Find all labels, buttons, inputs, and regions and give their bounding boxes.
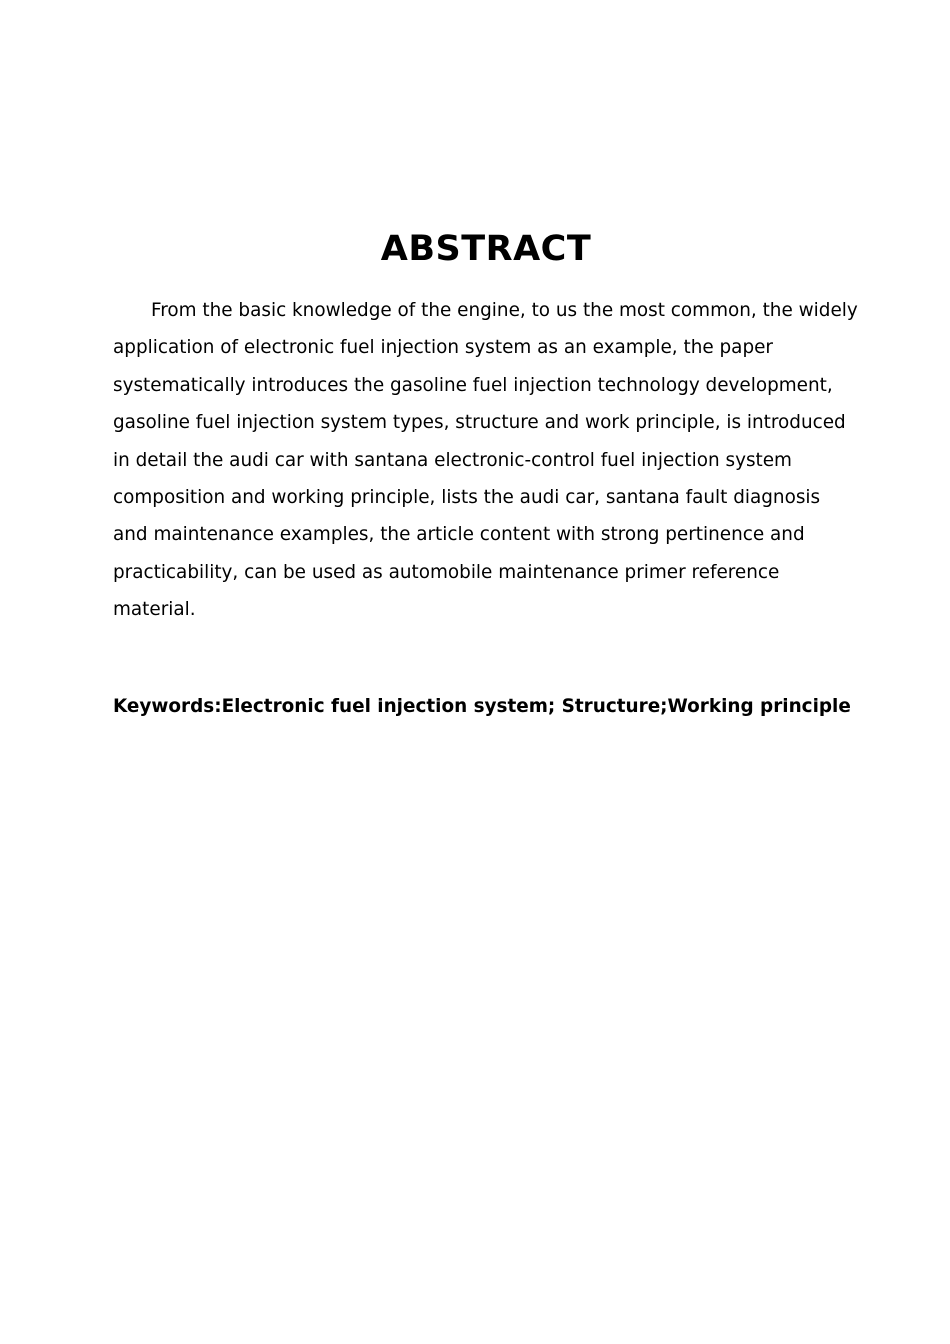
keywords-text: Electronic fuel injection system; Structure;Working principle [221, 696, 851, 717]
keywords-label: Keywords: [113, 696, 222, 717]
abstract-paragraph: From the basic knowledge of the engine, to us the most common, the widely application of electronic fuel injection system as an example, the paper systematically introduces the gasoline fuel injection technology development, gasoline fuel injection system types, structure and work principle, is introduced in detail the audi car with santana electronic-control fuel injection system composition and working principle, lists the audi car, santana fault diagnosis and maintenance examples, the article content with strong pertinence and practicability, can be used as automobile maintenance primer reference material. [113, 300, 858, 621]
keywords-line [113, 688, 859, 725]
abstract-title: ABSTRACT [380, 229, 592, 269]
